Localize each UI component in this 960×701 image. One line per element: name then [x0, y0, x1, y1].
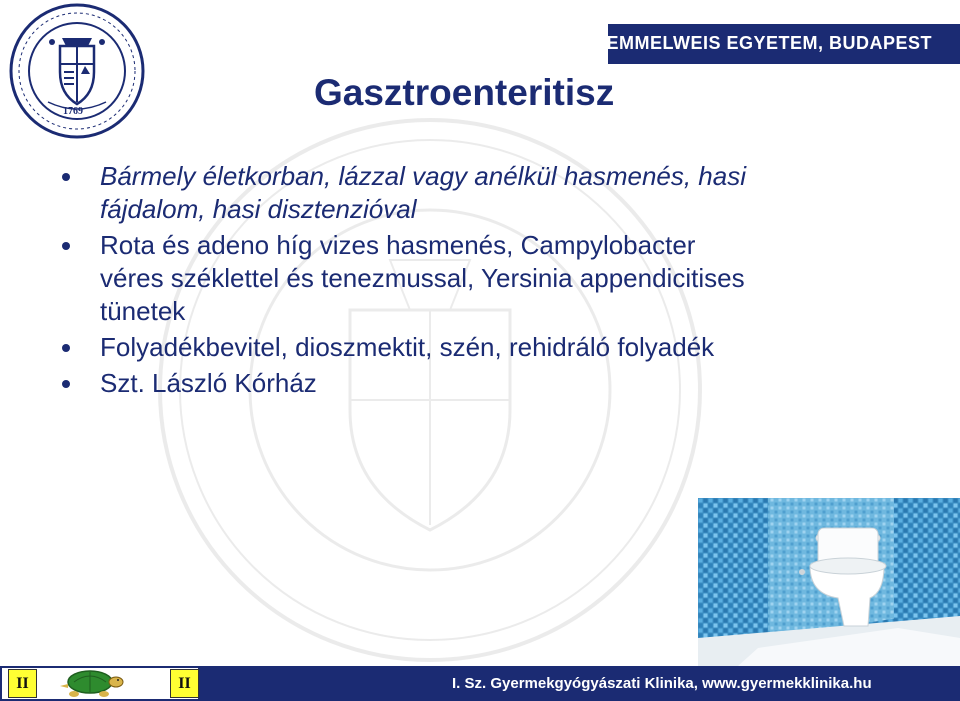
roman-badge-right: II	[170, 669, 199, 698]
university-seal-logo	[8, 2, 146, 140]
bullet-dot-icon	[62, 344, 70, 352]
slide-title: Gasztroenteritisz	[314, 72, 615, 113]
university-name: SEMMELWEIS EGYETEM, BUDAPEST	[593, 33, 932, 53]
clinic-footer-text: I. Sz. Gyermekgyógyászati Klinika, www.gyermekklinika.hu	[452, 675, 872, 692]
roman-badge-left: II	[8, 669, 37, 698]
university-header-bar	[593, 24, 960, 64]
bullet-item	[60, 160, 920, 226]
bullet-item	[60, 331, 920, 364]
bullet-text-line: Szt. László Kórház	[100, 368, 317, 398]
bullet-item	[60, 367, 920, 400]
bullet-dot-icon	[62, 242, 70, 250]
logo-year: 1769	[63, 106, 83, 117]
clinic-logo	[2, 668, 198, 699]
footer-bar	[0, 666, 960, 701]
bullet-dot-icon	[62, 380, 70, 388]
bullet-text-line: Rota és adeno híg vizes hasmenés, Campylobacter	[100, 230, 696, 260]
bullet-dot-icon	[62, 173, 70, 181]
bullet-text-line: fájdalom, hasi disztenzióval	[100, 194, 417, 224]
bullet-item	[60, 229, 920, 328]
bullet-text-line: véres széklettel és tenezmussal, Yersinia appendicitises	[100, 263, 745, 293]
bullet-list	[60, 160, 920, 403]
turtle-icon	[52, 668, 132, 699]
bullet-text-line: Folyadékbevitel, dioszmektit, szén, rehidráló folyadék	[100, 332, 715, 362]
bullet-text-line: Bármely életkorban, lázzal vagy anélkül hasmenés, hasi	[100, 161, 747, 191]
bathroom-photo	[698, 498, 960, 666]
bullet-text-line: tünetek	[100, 296, 186, 326]
